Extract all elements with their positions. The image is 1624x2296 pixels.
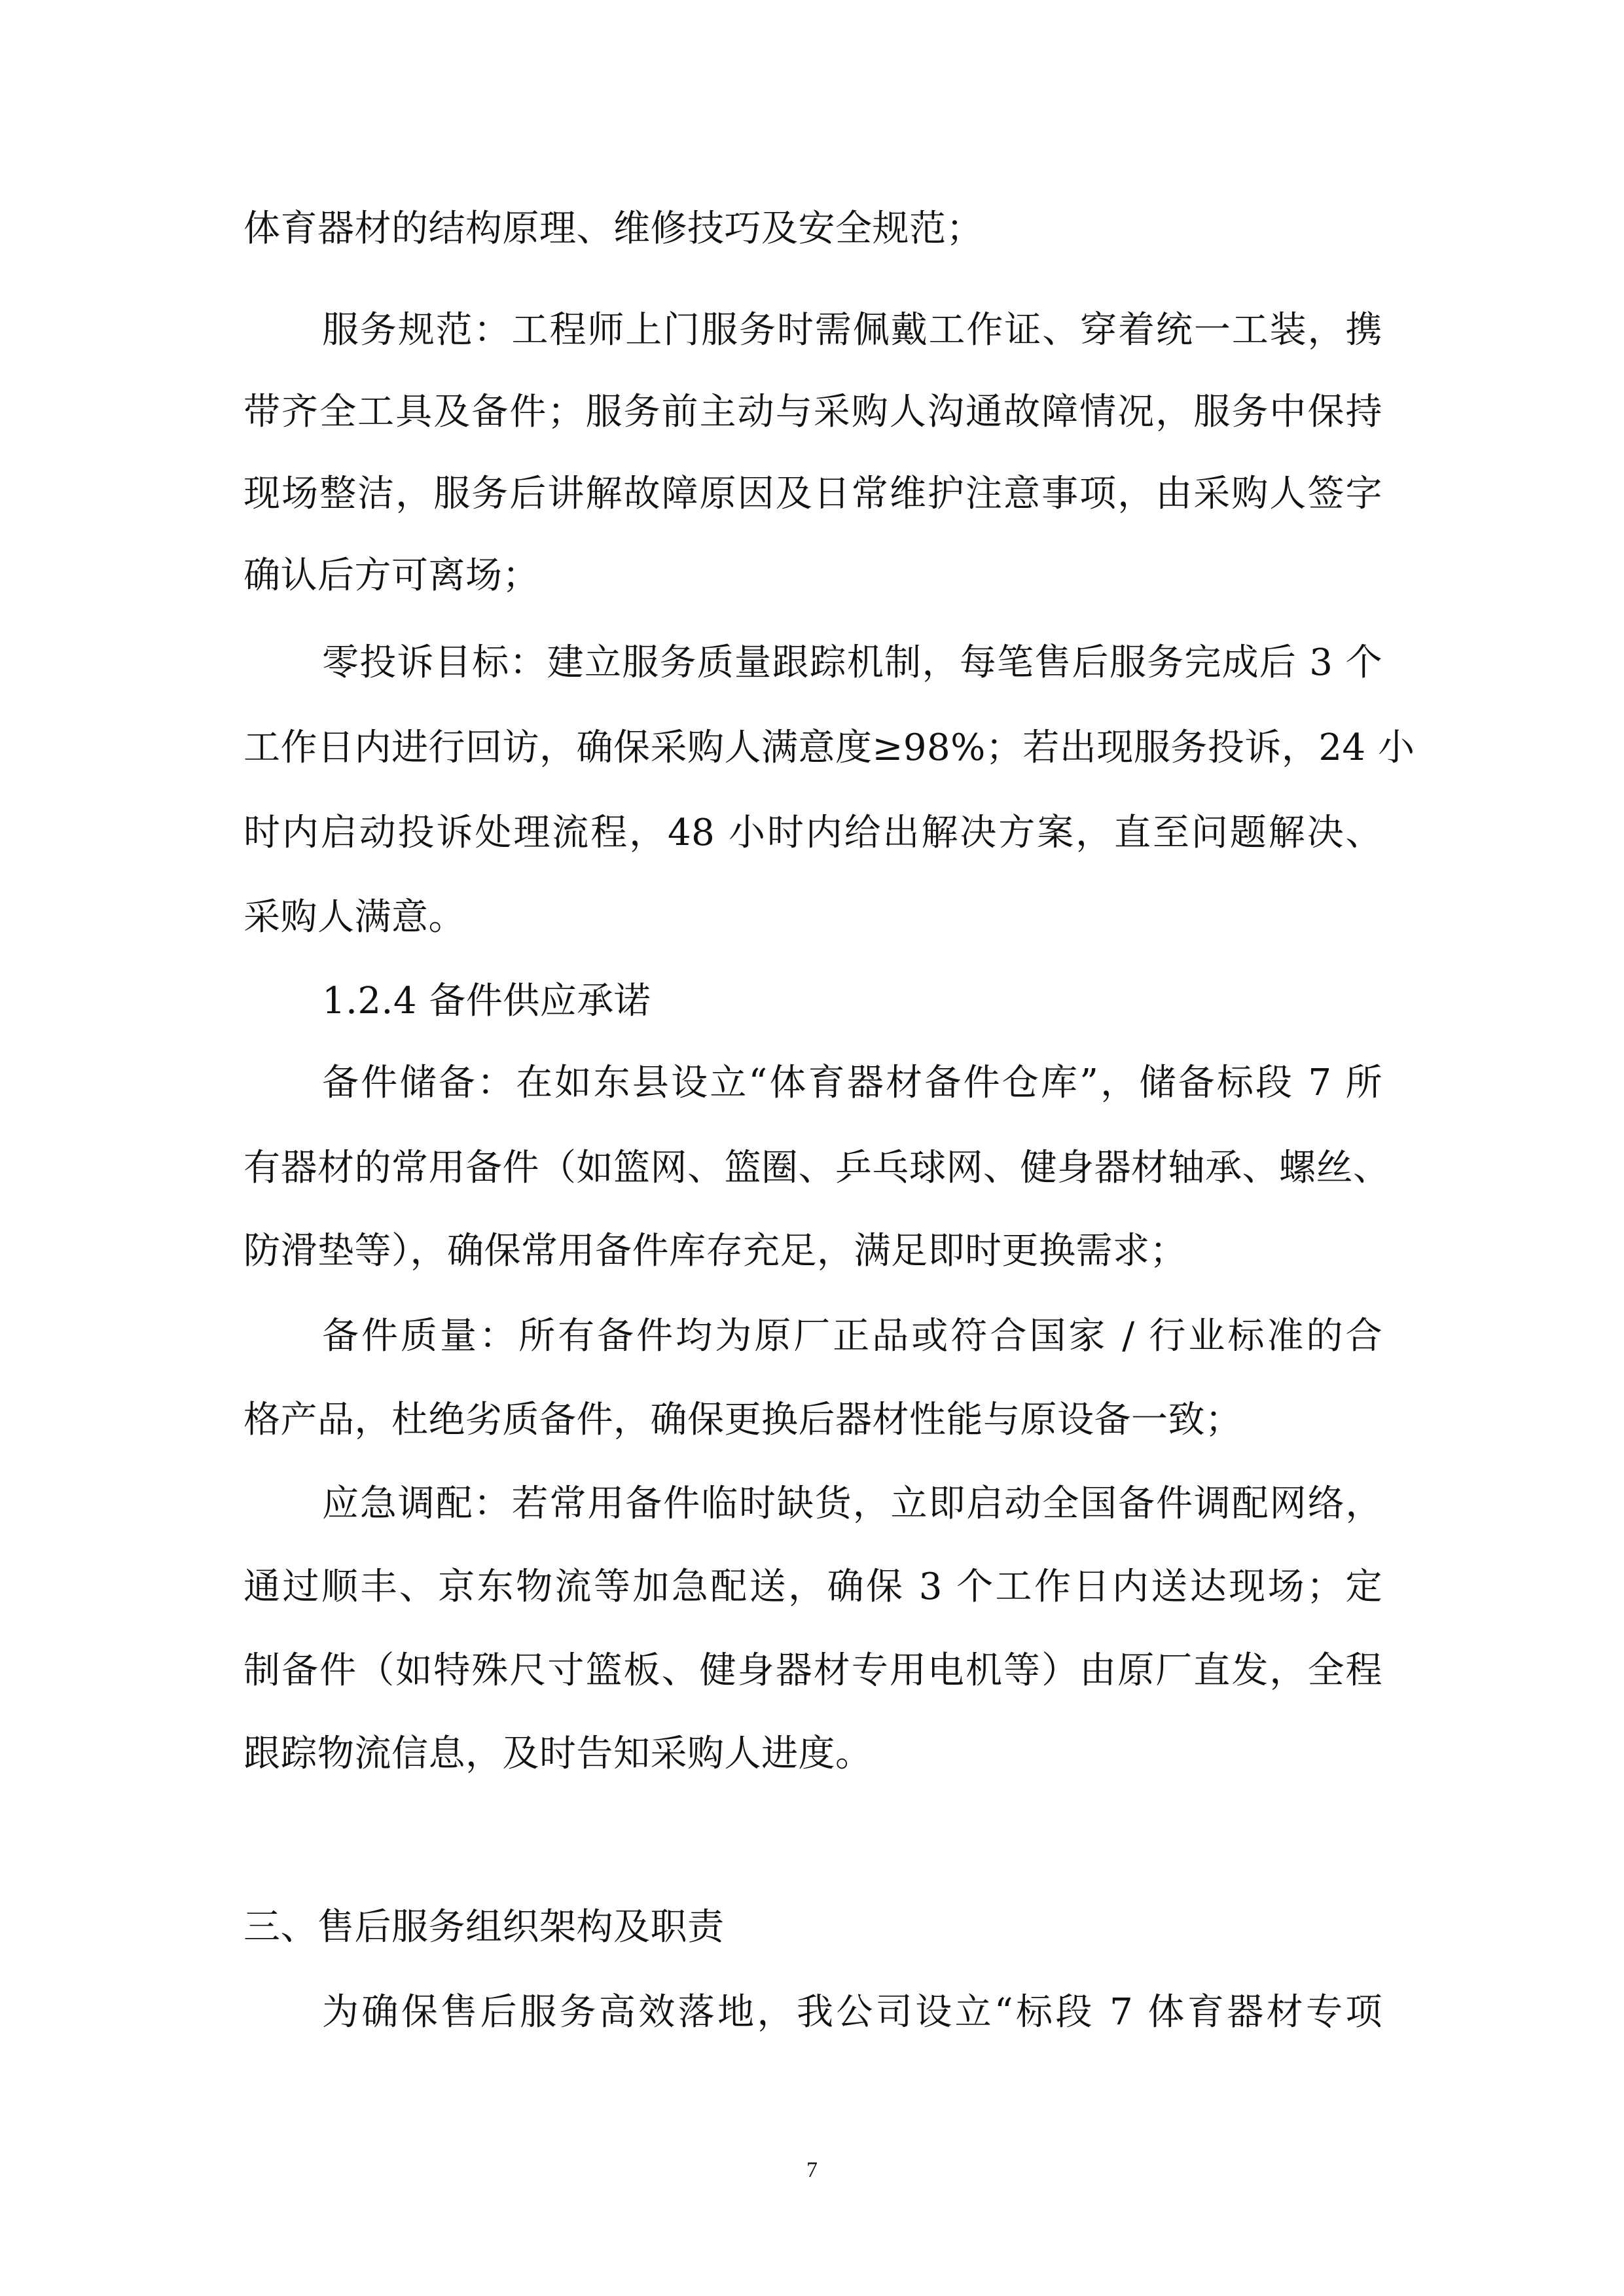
paragraph-service-standard: 服务规范：工程师上门服务时需佩戴工作证、穿着统一工装，携 [322,309,1382,351]
paragraph-zero-complaint: 零投诉目标：建立服务质量跟踪机制，每笔售后服务完成后 3 个 [322,641,1382,684]
text-line: 防滑垫等），确保常用备件库存充足，满足即时更换需求； [244,1230,1187,1272]
text-line: 制备件（如特殊尺寸篮板、健身器材专用电机等）由原厂直发，全程 [244,1649,1382,1692]
paragraph-spare-storage: 备件储备：在如东县设立“体育器材备件仓库”，储备标段 7 所 [322,1062,1382,1104]
text-line: 确认后方可离场； [244,554,539,597]
text-line: 跟踪物流信息，及时告知采购人进度。 [244,1732,873,1775]
paragraph-emergency-dispatch: 应急调配：若常用备件临时缺货，立即启动全国备件调配网络， [322,1482,1382,1525]
paragraph-organization: 为确保售后服务高效落地，我公司设立“标段 7 体育器材专项 [322,1991,1382,2034]
section-heading-spare-parts: 1.2.4 备件供应承诺 [322,980,651,1022]
section-heading-organization: 三、售后服务组织架构及职责 [244,1906,725,1948]
text-line: 时内启动投诉处理流程，48 小时内给出解决方案，直至问题解决、 [244,812,1382,854]
text-line: 通过顺丰、京东物流等加急配送，确保 3 个工作日内送达现场；定 [244,1566,1382,1608]
text-line: 格产品，杜绝劣质备件，确保更换后器材性能与原设备一致； [244,1399,1242,1441]
page-number: 7 [806,2158,818,2182]
text-line: 采购人满意。 [244,896,465,939]
text-line: 现场整洁，服务后讲解故障原因及日常维护注意事项，由采购人签字 [244,473,1382,515]
text-line: 有器材的常用备件（如篮网、篮圈、乒乓球网、健身器材轴承、螺丝、 [244,1147,1390,1189]
text-line: 工作日内进行回访，确保采购人满意度≥98%；若出现服务投诉，24 小 [244,726,1415,769]
text-line: 带齐全工具及备件；服务前主动与采购人沟通故障情况，服务中保持 [244,391,1382,433]
text-line: 体育器材的结构原理、维修技巧及安全规范； [244,207,983,250]
paragraph-spare-quality: 备件质量：所有备件均为原厂正品或符合国家 / 行业标准的合 [322,1315,1382,1357]
